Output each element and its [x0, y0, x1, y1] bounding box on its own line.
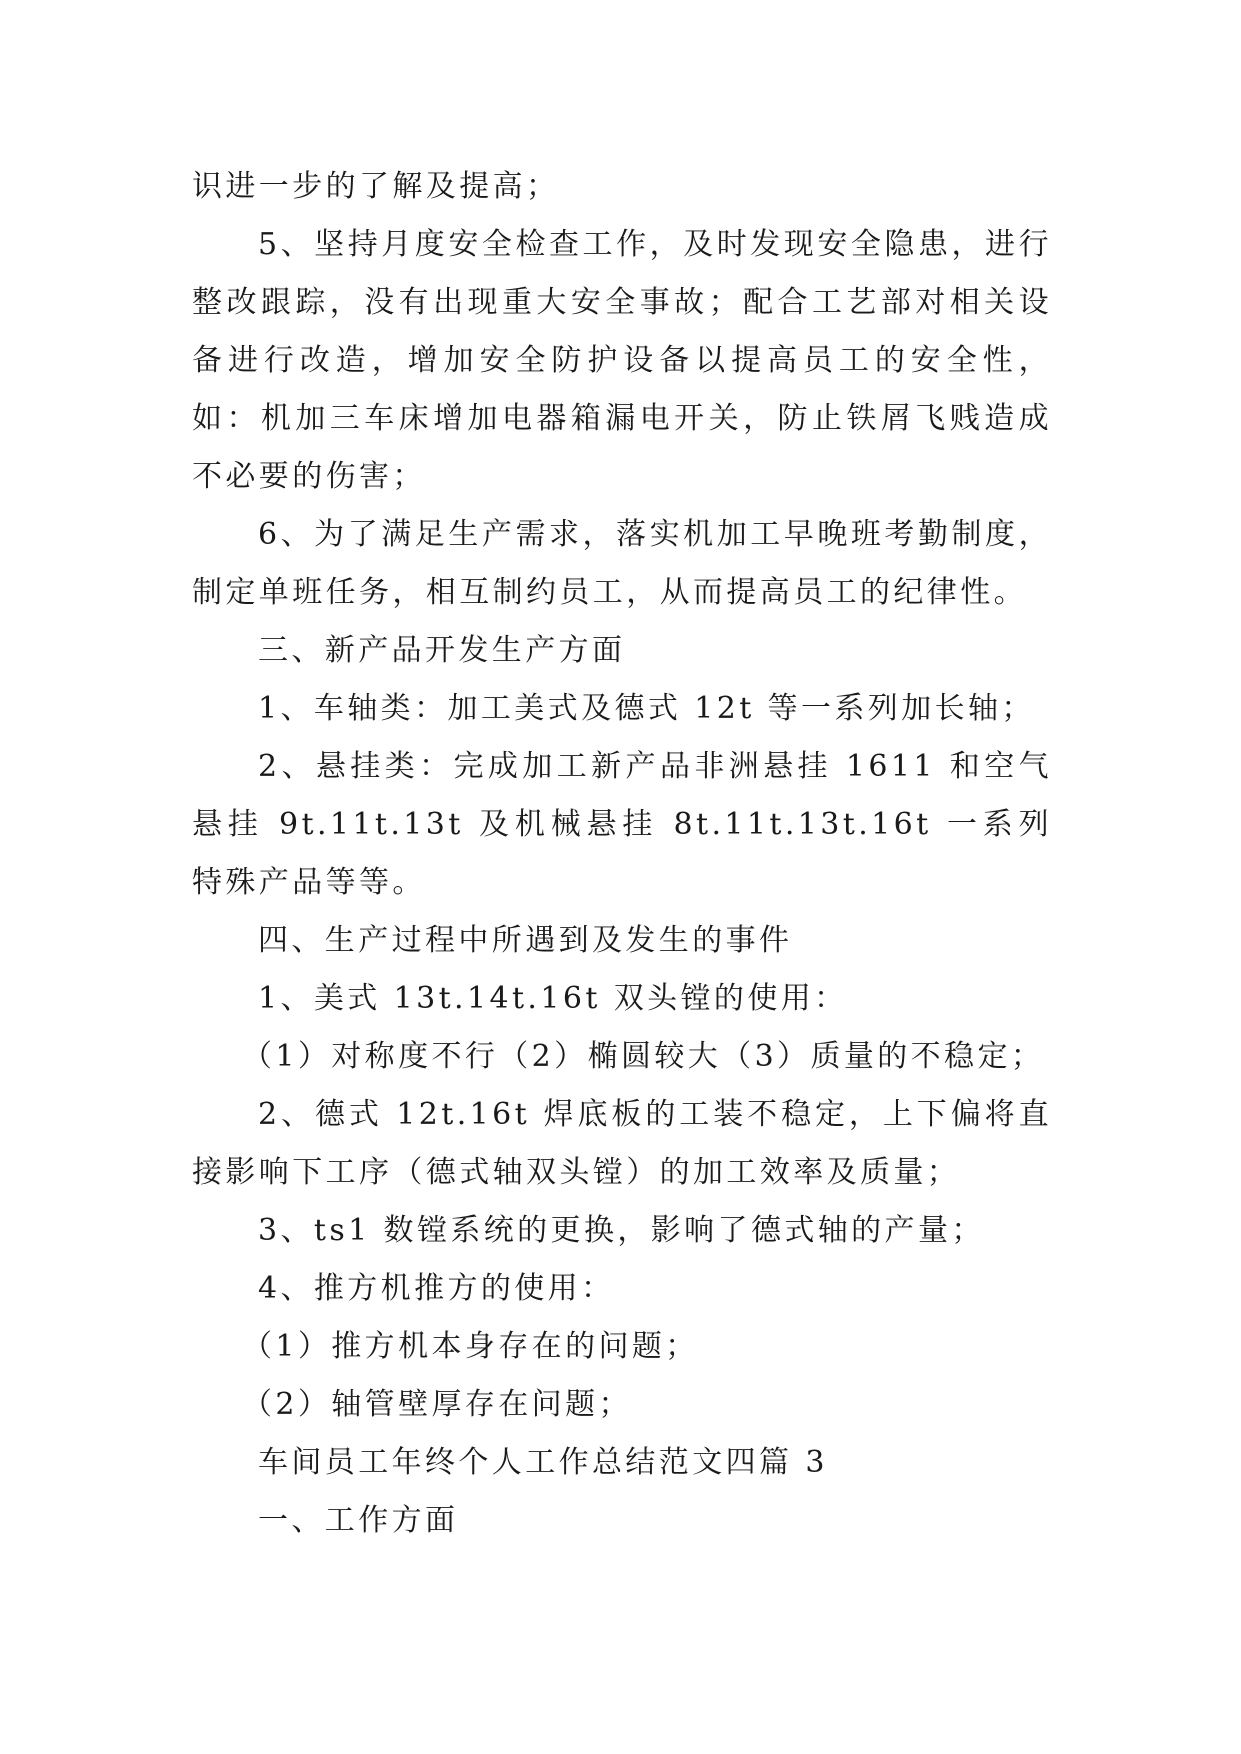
paragraph: 1、车轴类：加工美式及德式 12t 等一系列加长轴；	[258, 691, 1035, 726]
paragraph: （1）推方机本身存在的问题；	[242, 1329, 699, 1364]
section-heading: 一、工作方面	[258, 1503, 459, 1538]
paragraph: 3、ts1 数镗系统的更换，影响了德式轴的产量；	[258, 1213, 985, 1248]
paragraph: 识进一步的了解及提高；	[192, 169, 560, 204]
paragraph: 5、坚持月度安全检查工作，及时发现安全隐患，进行整改跟踪，没有出现重大安全事故；配合工艺部对相关设备进行改造，增加安全防护设备以提高员工的安全性，如：机加三车床增加电器箱漏电开关，防止铁屑飞贱造成不必要的伤害；	[192, 227, 1052, 494]
paragraph: 1、美式 13t.14t.16t 双头镗的使用：	[258, 981, 848, 1016]
paragraph: （2）轴管壁厚存在问题；	[242, 1387, 632, 1422]
paragraph: 4、推方机推方的使用：	[258, 1271, 615, 1306]
paragraph: 2、德式 12t.16t 焊底板的工装不稳定，上下偏将直接影响下工序（德式轴双头镗）的加工效率及质量；	[192, 1097, 1052, 1190]
section-heading: 三、新产品开发生产方面	[258, 633, 626, 668]
paragraph: 6、为了满足生产需求，落实机加工早晚班考勤制度，制定单班任务，相互制约员工，从而提高员工的纪律性。	[192, 517, 1052, 610]
document-title: 车间员工年终个人工作总结范文四篇 3	[258, 1445, 828, 1480]
paragraph: 2、悬挂类：完成加工新产品非洲悬挂 1611 和空气悬挂 9t.11t.13t 及机械悬挂 8t.11t.13t.16t 一系列特殊产品等等。	[192, 749, 1052, 900]
document-body	[192, 158, 1052, 1550]
section-heading: 四、生产过程中所遇到及发生的事件	[258, 923, 793, 958]
paragraph: （1）对称度不行（2）椭圆较大（3）质量的不稳定；	[242, 1039, 1045, 1074]
